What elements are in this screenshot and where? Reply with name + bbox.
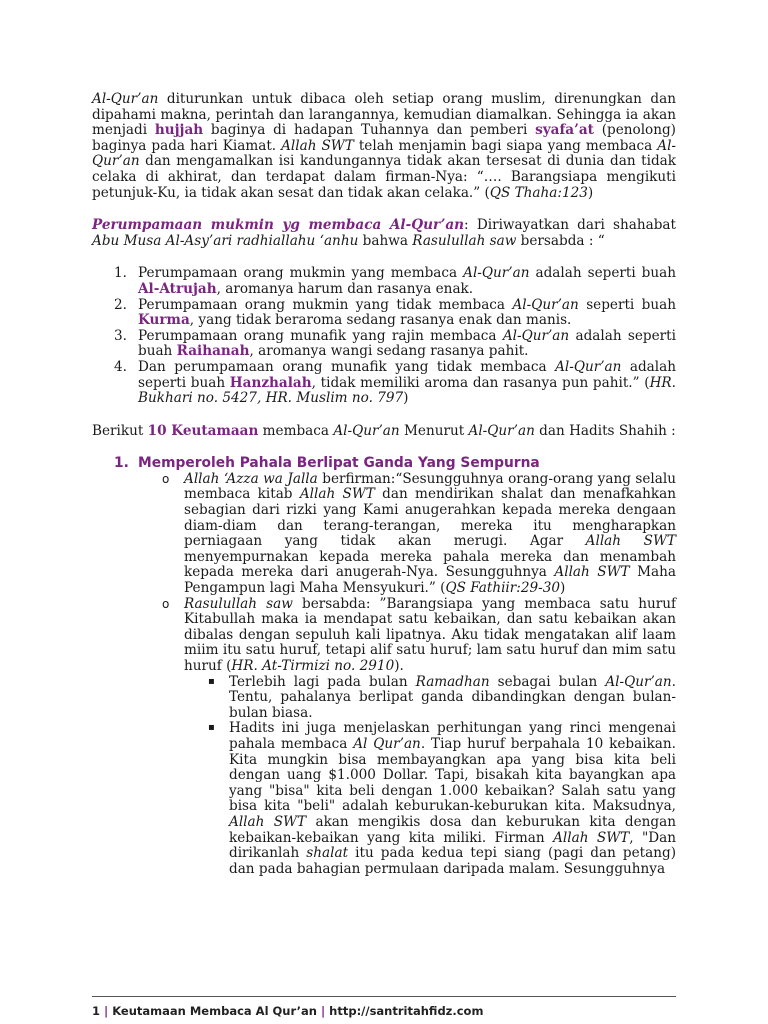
- term-ramadhan: Ramadhan: [415, 673, 490, 690]
- text: seperti buah: [578, 296, 676, 313]
- text: , yang tidak beraroma sedang rasanya enak dan manis.: [189, 312, 572, 329]
- text: berfirman:“Sesungguhnya orang-orang yang selalu membaca kitab: [184, 470, 676, 503]
- text: ).: [394, 658, 404, 674]
- list-item: [92, 329, 676, 360]
- term-al-quran: Al-Qur’an: [502, 327, 570, 344]
- square-bullet-icon: ▪: [208, 722, 215, 734]
- list-number: 3.: [114, 327, 127, 344]
- text: itu pada kedua tepi siang (pagi dan petang) dan pada bahagian permulaan daripada malam. Sesungguhnya: [229, 845, 676, 877]
- term-al-quran: Al-Qur’an: [468, 422, 535, 439]
- text: bersabda: ”Barangsiapa yang membaca satu huruf Kitabullah maka ia mendapat satu kebaikan, dan satu kebaikan akan dibalas dengan sepuluh kali lipatnya. Aku tidak mengatakan alif laam miim itu satu huruf, tetapi alif satu huruf; lam satu huruf dan mim satu huruf (: [184, 595, 676, 674]
- term-allah: Allah SWT: [229, 813, 307, 830]
- citation: QS Fathiir:29-30: [445, 580, 561, 597]
- term-al-quran: Al-Qur’an: [333, 422, 400, 439]
- term-allah: Allah SWT: [553, 829, 630, 846]
- text: , "Dan dirikanlah: [229, 829, 676, 862]
- parable-intro-paragraph: [92, 218, 676, 249]
- text: dan mendirikan shalat dan menafkahkan sebagian dari rizki yang Kami anugerahkan kepada mereka dengaan diam-diam dan terang-terangan, mereka itu mengharapkan perniagaan yang tidak akan merugi. Agar: [184, 486, 676, 550]
- list-item: [92, 266, 676, 297]
- citation: HR. At-Tirmizi no. 2910: [231, 658, 395, 674]
- text: Perumpamaan orang mukmin yang membaca: [138, 265, 464, 282]
- page-number: 1: [92, 1004, 101, 1018]
- text: diturunkan untuk dibaca oleh setiap orang muslim, direnungkan dan dipahami makna, perintah dan larangannya, kemudian diamalkan. Sehingga ia akan menjadi: [92, 91, 676, 139]
- circle-bullet-icon: o: [162, 596, 170, 611]
- text: menyempurnakan kepada mereka pahala mereka dan menambah kepada mereka dari anugerah-Nya. Sesungguhnya: [184, 548, 676, 581]
- term-al-quran: Al-Qur’an: [463, 265, 530, 282]
- text: telah menjamin bagi siapa yang membaca: [353, 137, 658, 154]
- term-al-quran: Al-Qur’an: [92, 91, 159, 107]
- sub-item-hadith: [92, 597, 676, 675]
- text: (penolong) baginya pada hari Kiamat.: [92, 122, 676, 154]
- sub-sub-item-ramadhan: [92, 675, 676, 722]
- list-number: 1.: [114, 455, 129, 472]
- keutamaan-item: [92, 456, 676, 472]
- text: , tidak memiliki aroma dan rasanya pun pahit.” (: [311, 374, 650, 391]
- text: adalah seperti buah: [529, 265, 676, 282]
- text: Terlebih lagi pada bulan: [229, 673, 416, 690]
- intro-paragraph: [92, 92, 676, 201]
- sub-sub-item-pahala: [92, 721, 676, 877]
- term-allah: Allah SWT: [281, 137, 354, 154]
- term-shalat: shalat: [306, 845, 349, 862]
- text: . Tiap huruf berpahala 10 kebaikan. Kita mungkin bisa membayangkan apa yang bisa kita beli dengan uang $1.000 Dollar. Tapi, bisakah kita bayangkan apa yang "bisa" kita beli dengan 1.000 kebaikan? Salah satu yang bisa kita "beli" adalah keburukan-keburukan kita. Maksudnya,: [229, 735, 676, 815]
- text: Hadits ini juga menjelaskan perhitungan yang rinci mengenai pahala membaca: [229, 720, 676, 752]
- term-syafaat: syafa’at: [535, 122, 594, 139]
- text: ): [403, 390, 409, 407]
- list-number: 2.: [114, 296, 127, 313]
- text: adalah seperti buah: [138, 327, 676, 360]
- document-body: [92, 92, 676, 877]
- citation: QS Thaha:123: [489, 184, 588, 201]
- text: dan mengamalkan isi kandungannya tidak akan tersesat di dunia dan tidak celaka di akhirat, dan terdapat dalam firman-Nya: “…. Barangsiapa mengikuti petunjuk-Ku, ia tidak akan sesat dan tidak akan celaka.” (: [92, 153, 676, 201]
- text: Perumpamaan orang mukmin yang tidak membaca: [138, 296, 513, 313]
- square-bullet-icon: ▪: [208, 675, 215, 687]
- fruit-name: Kurma: [138, 312, 190, 329]
- page-footer: [92, 996, 676, 1018]
- term-allah: Allah SWT: [299, 486, 375, 503]
- parable-list: [92, 266, 676, 406]
- footer-separator: |: [104, 1004, 109, 1018]
- text: ): [560, 580, 566, 597]
- text: ): [587, 184, 594, 201]
- term-al-quran: Al-Qur’an: [555, 358, 622, 375]
- highlight-10-keutamaan: 10 Keutamaan: [147, 422, 259, 439]
- term-al-quran: Al Qur’an: [353, 735, 421, 752]
- text: bahwa: [358, 232, 413, 249]
- keutamaan-list: [92, 456, 676, 472]
- text: . Tentu, pahalanya berlipat ganda dibandingkan dengan bulan-bulan biasa.: [229, 673, 676, 721]
- text: Maha Pengampun lagi Maha Mensyukuri.” (: [184, 564, 676, 597]
- list-item: [92, 360, 676, 407]
- narrator-name: Abu Musa Al-Asy’ari radhiallahu ‘anhu: [92, 232, 359, 249]
- text: membaca: [258, 422, 334, 439]
- term-allah: Allah SWT: [585, 533, 676, 550]
- circle-bullet-icon: o: [162, 471, 170, 486]
- term-al-quran: Al-Qur’an: [512, 296, 579, 313]
- text: Perumpamaan orang munafik yang rajin membaca: [138, 327, 503, 344]
- term-rasulullah: Rasulullah saw: [184, 595, 293, 612]
- text: adalah seperti buah: [138, 358, 676, 391]
- text: bersabda : “: [516, 232, 605, 249]
- text: Dan perumpamaan orang munafik yang tidak membaca: [138, 358, 556, 375]
- text: Berikut: [92, 422, 148, 439]
- keutamaan-intro-paragraph: [92, 424, 676, 440]
- term-allah: Allah ‘Azza wa Jalla: [184, 470, 318, 487]
- term-allah: Allah SWT: [554, 564, 630, 581]
- sub-item-quran-verse: [92, 472, 676, 597]
- citation: HR. Bukhari no. 5427, HR. Muslim no. 797: [138, 374, 676, 407]
- list-number: 1.: [114, 265, 127, 282]
- text: Menurut: [399, 422, 469, 439]
- text: : Diriwayatkan dari shahabat: [464, 217, 676, 234]
- footer-title: Keutamaan Membaca Al Qur’an: [112, 1004, 317, 1018]
- parable-heading: Perumpamaan mukmin yg membaca Al-Qur’an: [92, 217, 465, 234]
- term-al-quran: Al-Qur’an: [92, 137, 677, 170]
- term-rasulullah: Rasulullah saw: [412, 232, 517, 249]
- text: akan mengikis dosa dan keburukan kita dengan kebaikan-kebaikan yang kita miliki. Firman: [229, 813, 676, 846]
- fruit-name: Hanzhalah: [229, 374, 312, 391]
- term-al-quran: Al-Qur’an: [605, 673, 672, 690]
- text: , aromanya harum dan rasanya enak.: [216, 280, 474, 297]
- fruit-name: Raihanah: [176, 343, 250, 360]
- footer-separator: |: [320, 1004, 326, 1018]
- list-number: 4.: [114, 358, 127, 375]
- text: baginya di hadapan Tuhannya dan pemberi: [203, 122, 536, 139]
- keutamaan-title: Memperoleh Pahala Berlipat Ganda Yang Sempurna: [138, 455, 540, 472]
- footer-url[interactable]: http://santritahfidz.com: [329, 1004, 484, 1018]
- list-item: [92, 298, 676, 329]
- term-hujjah: hujjah: [154, 122, 204, 139]
- text: , aromanya wangi sedang rasanya pahit.: [249, 343, 529, 360]
- fruit-name: Al-Atrujah: [138, 280, 217, 297]
- text: sebagai bulan: [489, 673, 606, 690]
- text: dan Hadits Shahih :: [534, 422, 676, 439]
